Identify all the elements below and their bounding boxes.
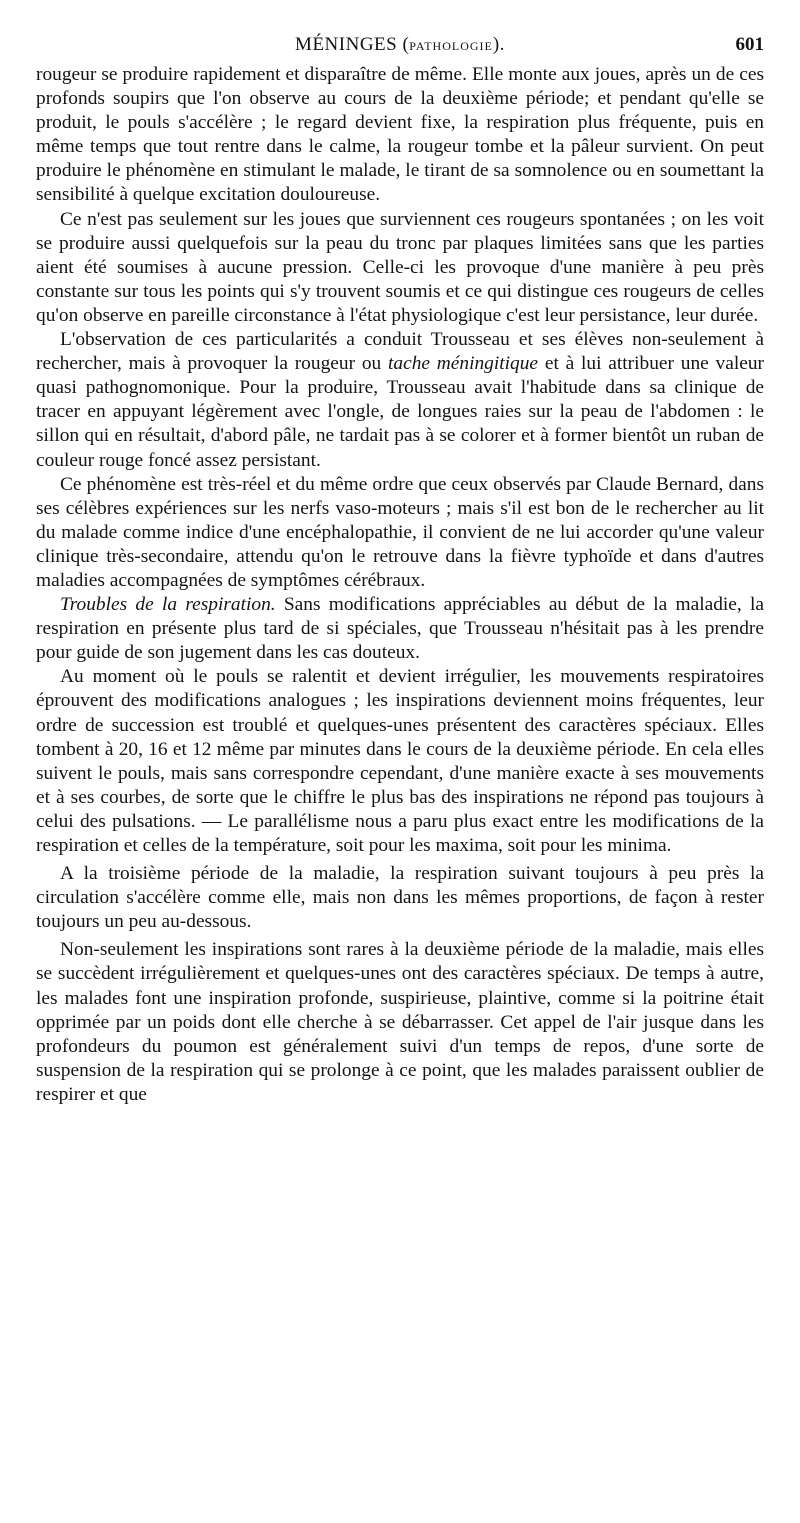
paragraph-troubles-respiration (36, 593, 764, 665)
running-title (36, 34, 764, 56)
paragraph-pouls-ralentit: Au moment où le pouls se ralentit et devient irrégulier, les mouvements respiratoires éprouvent des modifications analogues ; les inspirations deviennent moins fréquentes, leur ordre de succession est troublé et quelques-unes présentent des caractères spéciaux. Elles tombent à 20, 16 et 12 même par minutes dans le cours de la deuxième période. En cela elles suivent le pouls, mais sans correspondre cependant, d'une manière exacte à ses mouvements et à ses courbes, de sorte que le chiffre le plus bas des inspirations ne répond pas toujours à celui des pulsations. — Le parallélisme nous a paru plus exact entre les modifications de la respiration et celles de la température, soit pour les maxima, soit pour les minima. (36, 666, 764, 856)
italic-term-tache-meningitique: tache méningitique (388, 353, 539, 375)
running-title-small-caps: PATHOLOGIE (409, 39, 493, 53)
section-heading-troubles-respiration: Troubles de la respiration. (60, 594, 276, 616)
paragraph-rougeurs-spontanees: Ce n'est pas seulement sur les joues que surviennent ces rougeurs spontanées ; on les voit se produire aussi quelquefois sur la peau du tronc par plaques limitées sans que les parties aient été soumises à aucune pression. Celle-ci les provoque d'une manière à peu près constante sur tous les points qui s'y trouvent soumis et ce qui distingue ces rougeurs de celles qu'on observe en pareille circonstance à l'état physiologique c'est leur persistance, leur durée. (36, 208, 764, 326)
page-number: 601 (735, 34, 764, 55)
paragraph-text: et à lui attribuer une valeur quasi pathognomonique. Pour la produire, Trousseau avait l'habitude dans sa clinique de tracer en appuyant légèrement avec l'ongle, de longues raies sur la peau de l'abdomen : le sillon qui en résultait, d'abord pâle, ne tardait pas à se colorer et à former bientôt un ruban de couleur rouge foncé assez persistant. (36, 353, 764, 471)
paragraph-troisieme-periode: A la troisième période de la maladie, la respiration suivant toujours à peu près la circulation s'accélère comme elle, mais non dans les mêmes proportions, de façon à rester toujours un peu au-dessous. (36, 863, 764, 933)
paragraph-rougeur-continuation: rougeur se produire rapidement et disparaître de même. Elle monte aux joues, après un de ces profonds soupirs que l'on observe au cours de la deuxième période; et pendant qu'elle se produit, le pouls s'accélère ; le regard devient fixe, la respiration plus fréquente, puis en même temps que tout rentre dans le calme, la rougeur tombe et la pâleur survient. On peut produire le phénomène en stimulant le malade, le tirant de sa somnolence ou en soumettant la sensibilité à quelque excitation douloureuse. (36, 64, 764, 206)
paragraph-claude-bernard: Ce phénomène est très-réel et du même ordre que ceux observés par Claude Bernard, dans ses célèbres expériences sur les nerfs vaso-moteurs ; mais s'il est bon de le rechercher au lit du malade comme indice d'une encéphalopathie, il convient de ne lui accorder qu'une valeur clinique très-secondaire, attendu qu'on le retrouve dans la fièvre typhoïde et dans d'autres maladies accompagnées de symptômes cérébraux. (36, 473, 764, 591)
running-title-end: ). (492, 34, 505, 55)
paragraph-text: L'observation de ces particularités a conduit Trousseau et ses élèves non-seulement à rechercher, mais à provoquer la rougeur ou (36, 329, 764, 375)
running-title-main: MÉNINGES ( (295, 34, 410, 55)
body-text (36, 63, 764, 1107)
running-head (36, 34, 764, 56)
paragraph-text: Sans modifications appréciables au début de la maladie, la respiration en présente plus tard de si spéciales, que Trousseau n'hésitait pas à les prendre pour guide de son jugement dans les cas douteux. (36, 594, 764, 664)
paragraph-observation-trousseau (36, 328, 764, 473)
paragraph-inspirations-rares: Non-seulement les inspirations sont rares à la deuxième période de la maladie, mais elles se succèdent irrégulièrement et quelques-unes ont des caractères spéciaux. De temps à autre, les malades font une inspiration profonde, suspirieuse, plaintive, comme si la poitrine était opprimée par un poids dont elle cherche à se débarrasser. Cet appel de l'air jusque dans les profondeurs du poumon est généralement suivi d'un temps de repos, d'une sorte de suspension de la respiration qui se prolonge à ce point, que les malades paraissent oublier de respirer et que (36, 939, 764, 1105)
